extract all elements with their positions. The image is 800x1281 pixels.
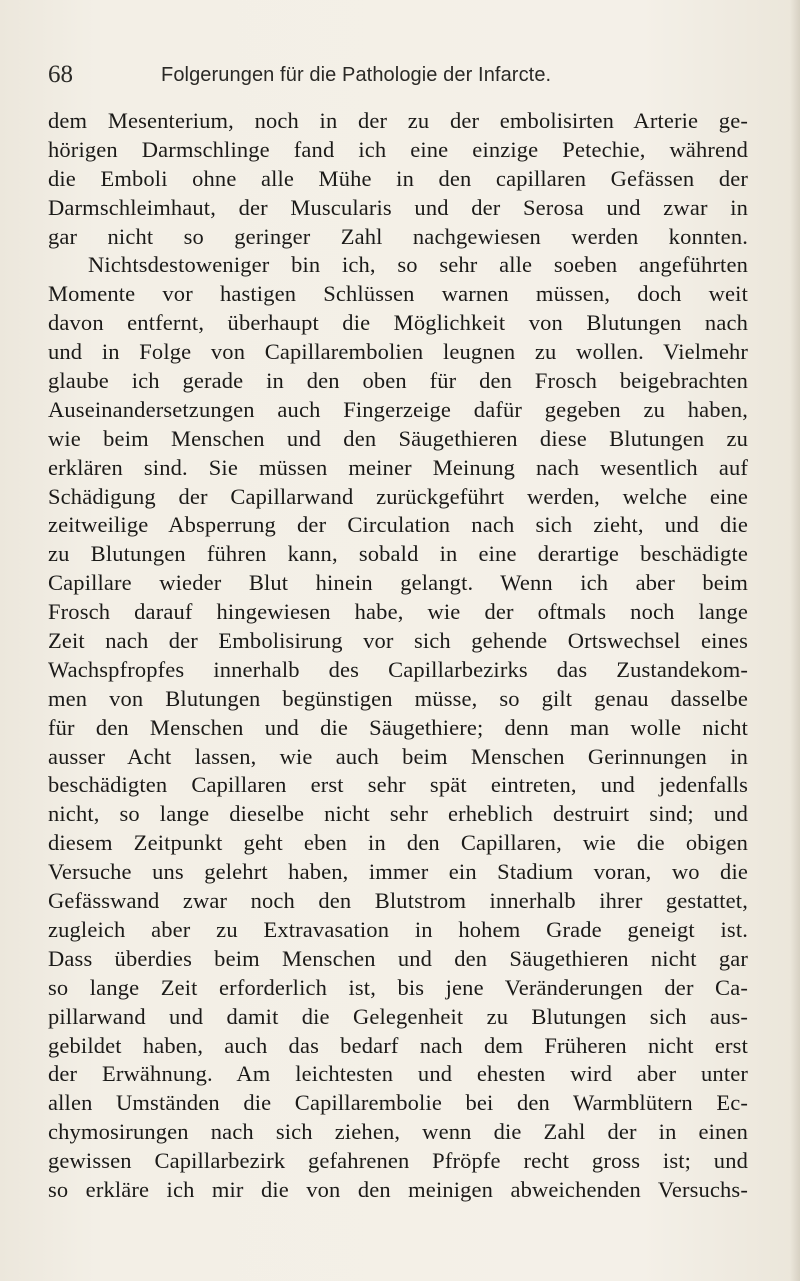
body-text — [48, 107, 748, 1205]
text-line: zu Blutungen führen kann, sobald in eine derartige beschädigte — [48, 541, 748, 567]
text-line: die Emboli ohne alle Mühe in den capillaren Gefässen der — [48, 165, 748, 191]
text-line: allen Umständen die Capillarembolie bei den Warmblütern Ec- — [48, 1090, 748, 1116]
text-line: ausser Acht lassen, wie auch beim Menschen Gerinnungen in — [48, 743, 748, 769]
text-line: zeitweilige Absperrung der Circulation nach sich zieht, und die — [48, 512, 748, 538]
text-line: der Erwähnung. Am leichtesten und ehesten wird aber unter — [48, 1061, 748, 1087]
text-line: wie beim Menschen und den Säugethieren diese Blutungen zu — [48, 425, 748, 451]
text-line: beschädigten Capillaren erst sehr spät eintreten, und jedenfalls — [48, 772, 748, 798]
text-line: und in Folge von Capillarembolien leugnen zu wollen. Vielmehr — [48, 339, 748, 365]
text-line: gebildet haben, auch das bedarf nach dem Früheren nicht erst — [48, 1032, 748, 1058]
text-line: Versuche uns gelehrt haben, immer ein Stadium voran, wo die — [48, 859, 748, 885]
running-head: Folgerungen für die Pathologie der Infarcte. — [161, 64, 552, 86]
page-number: 68 — [48, 61, 73, 88]
text-line: Gefässwand zwar noch den Blutstrom innerhalb ihrer gestattet, — [48, 888, 748, 914]
text-line: für den Menschen und die Säugethiere; denn man wolle nicht — [48, 714, 748, 740]
text-line: gar nicht so geringer Zahl nachgewiesen werden konnten. — [48, 223, 748, 249]
text-line: davon entfernt, überhaupt die Möglichkeit von Blutungen nach — [48, 310, 748, 336]
page-header — [48, 60, 748, 94]
text-line: Dass überdies beim Menschen und den Säugethieren nicht gar — [48, 945, 748, 971]
text-line: Nichtsdestoweniger bin ich, so sehr alle soeben angeführten — [88, 252, 748, 278]
text-line: chymosirungen nach sich ziehen, wenn die Zahl der in einen — [48, 1119, 748, 1145]
text-line: Auseinandersetzungen auch Fingerzeige dafür gegeben zu haben, — [48, 396, 748, 422]
text-line: nicht, so lange dieselbe nicht sehr erheblich destruirt sind; und — [48, 801, 748, 827]
text-line: dem Mesenterium, noch in der zu der embolisirten Arterie ge- — [48, 108, 748, 133]
text-line: Frosch darauf hingewiesen habe, wie der oftmals noch lange — [48, 599, 748, 625]
text-line: so erkläre ich mir die von den meinigen abweichenden Versuchs- — [48, 1176, 748, 1202]
text-line: Darmschleimhaut, der Muscularis und der Serosa und zwar in — [48, 194, 748, 220]
text-line: so lange Zeit erforderlich ist, bis jene Veränderungen der Ca- — [48, 974, 748, 1000]
text-line: glaube ich gerade in den oben für den Frosch beigebrachten — [48, 368, 748, 394]
text-line: Momente vor hastigen Schlüssen warnen müssen, doch weit — [48, 281, 748, 307]
text-line: pillarwand und damit die Gelegenheit zu Blutungen sich aus- — [48, 1003, 748, 1029]
page-edge-shadow — [790, 0, 800, 1281]
text-line: Wachspfropfes innerhalb des Capillarbezirks das Zustandekom- — [48, 656, 748, 682]
text-line: zugleich aber zu Extravasation in hohem Grade geneigt ist. — [48, 916, 748, 942]
text-line: Capillare wieder Blut hinein gelangt. Wenn ich aber beim — [48, 570, 748, 596]
text-line: gewissen Capillarbezirk gefahrenen Pfröpfe recht gross ist; und — [48, 1148, 748, 1174]
text-line: Schädigung der Capillarwand zurückgeführt werden, welche eine — [48, 483, 748, 509]
text-line: hörigen Darmschlinge fand ich eine einzige Petechie, während — [48, 136, 748, 162]
text-line: erklären sind. Sie müssen meiner Meinung nach wesentlich auf — [48, 454, 748, 480]
text-line: men von Blutungen begünstigen müsse, so gilt genau dasselbe — [48, 685, 748, 711]
text-line: diesem Zeitpunkt geht eben in den Capillaren, wie die obigen — [48, 830, 748, 856]
text-line: Zeit nach der Embolisirung vor sich gehende Ortswechsel eines — [48, 628, 748, 654]
